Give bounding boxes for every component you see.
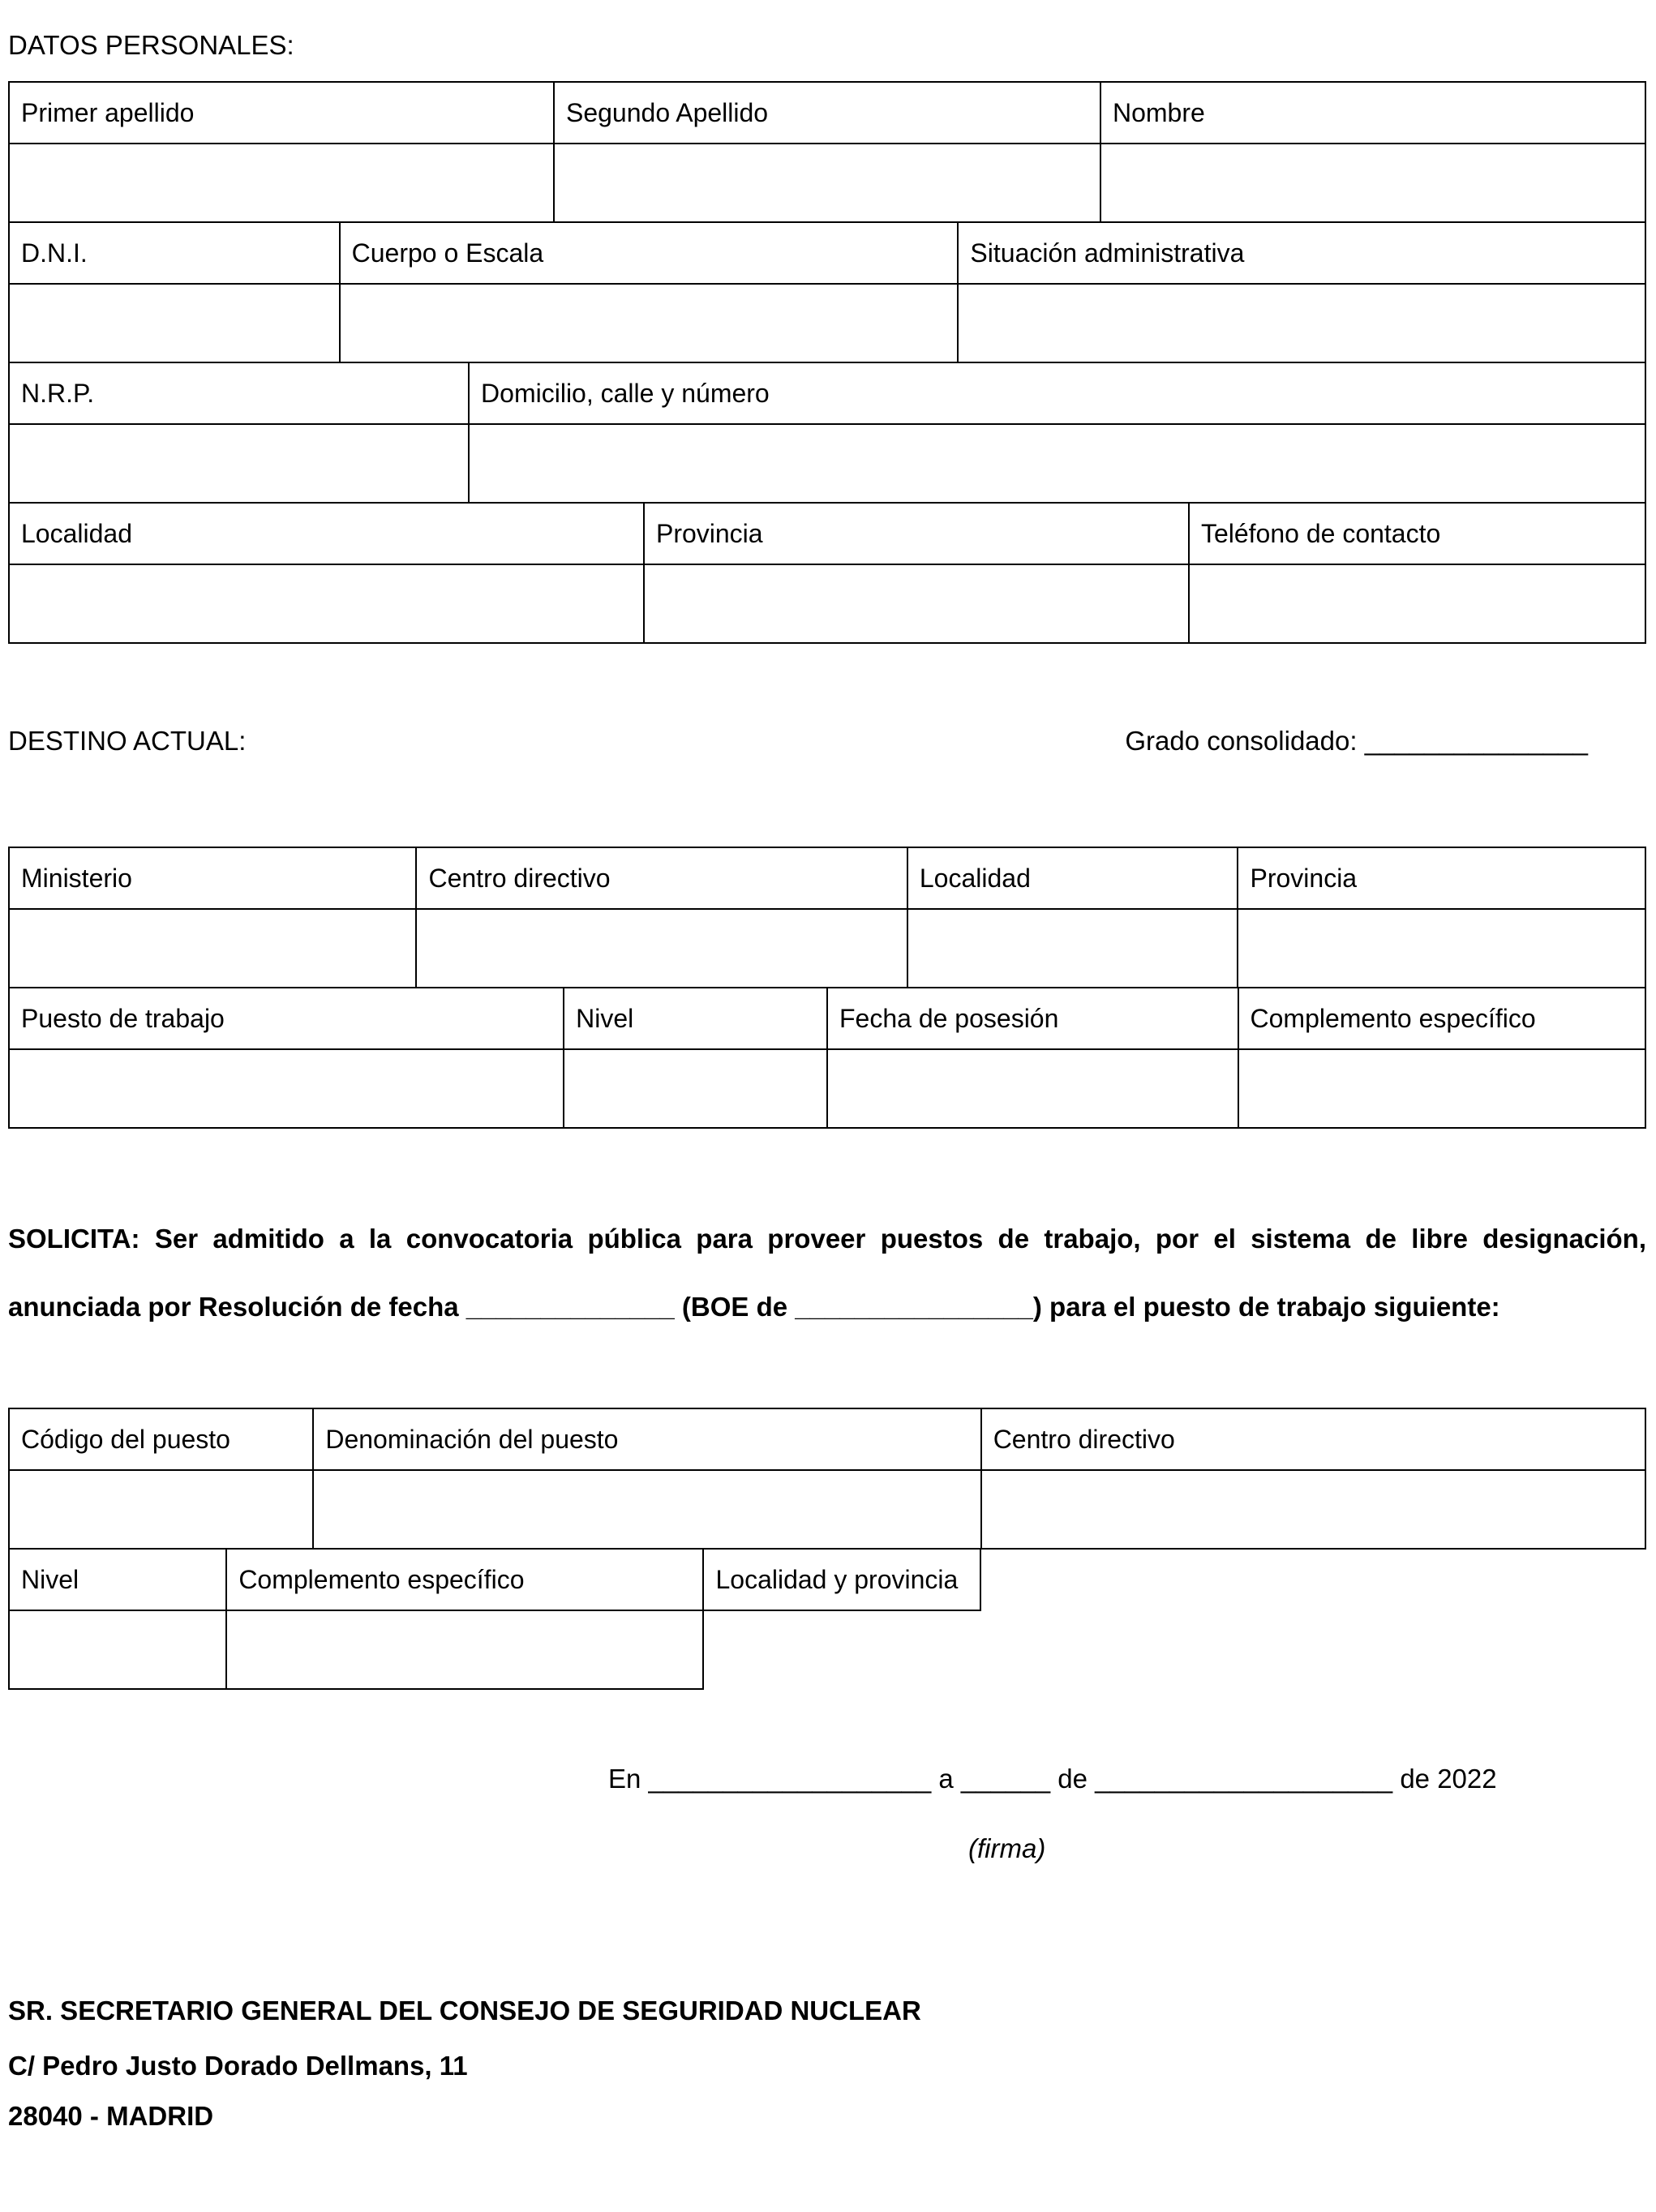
solicita-paragraph: SOLICITA: Ser admitido a la convocatoria pública para proveer puestos de trabajo, por el sistema de libre designación, anunciada por Resolución de fecha ______________ (BOE de ________________) para el puesto de trabajo siguiente:: [8, 1224, 1646, 1322]
destino-puesto-table: [8, 987, 1646, 1129]
date-line: En ___________________ a ______ de ____________________ de 2022: [608, 1764, 1497, 1794]
personal-nrp-table: [8, 362, 1646, 504]
blank-cell-primer-apellido: [9, 144, 554, 222]
firma-label: (firma): [968, 1833, 1046, 1863]
field-label-cuerpo-o-escala: Cuerpo o Escala: [340, 222, 959, 284]
field-label-localidad: Localidad: [9, 503, 644, 564]
puesto-codigo-table: [8, 1408, 1646, 1550]
personal-localidad-table: [8, 502, 1646, 644]
field-label-denominacion-del-puesto: Denominación del puesto: [313, 1408, 980, 1470]
field-label-codigo-del-puesto: Código del puesto: [9, 1408, 313, 1470]
addressee-line: SR. SECRETARIO GENERAL DEL CONSEJO DE SEGURIDAD NUCLEAR: [8, 1996, 921, 2026]
blank-cell-codigo-del-puesto: [9, 1470, 313, 1549]
blank-cell-segundo-apellido: [554, 144, 1100, 222]
field-label-localidad-destino: Localidad: [907, 847, 1238, 909]
datos-personales-table: [8, 81, 1646, 644]
destino-actual-table: [8, 847, 1646, 1129]
field-label-situacion-administrativa: Situación administrativa: [958, 222, 1645, 284]
blank-cell-dni: [9, 284, 340, 362]
puesto-nivel-table: [8, 1548, 981, 1690]
section-title-destino-actual: DESTINO ACTUAL:: [8, 726, 247, 756]
blank-cell-nivel: [564, 1049, 827, 1128]
field-label-complemento-especifico: Complemento específico: [1238, 988, 1646, 1049]
blank-cell-provincia-destino: [1238, 909, 1645, 988]
field-label-provincia: Provincia: [644, 503, 1189, 564]
blank-cell-centro-directivo-puesto: [981, 1470, 1645, 1549]
address-street-line: C/ Pedro Justo Dorado Dellmans, 11: [8, 2051, 468, 2081]
destino-ministerio-table: [8, 847, 1646, 988]
blank-cell-situacion-administrativa: [958, 284, 1645, 362]
blank-cell-nrp: [9, 424, 469, 503]
field-label-nivel-puesto: Nivel: [9, 1549, 226, 1610]
blank-cell-complemento-especifico: [1238, 1049, 1646, 1128]
blank-cell-fecha-de-posesion: [827, 1049, 1238, 1128]
personal-names-table: [8, 81, 1646, 223]
personal-dni-table: [8, 221, 1646, 363]
field-label-centro-directivo-puesto: Centro directivo: [981, 1408, 1645, 1470]
blank-cell-nivel-puesto: [9, 1610, 226, 1689]
field-label-ministerio: Ministerio: [9, 847, 416, 909]
blank-cell-complemento-especifico-puesto: [226, 1610, 703, 1689]
blank-cell-cuerpo-o-escala: [340, 284, 959, 362]
field-label-domicilio: Domicilio, calle y número: [469, 362, 1645, 424]
section-title-datos-personales: DATOS PERSONALES:: [8, 30, 294, 60]
blank-cell-denominacion-del-puesto: [313, 1470, 980, 1549]
blank-cell-localidad-destino: [907, 909, 1238, 988]
destino-actual-row: [8, 725, 1646, 757]
blank-cell-localidad: [9, 564, 644, 643]
blank-cell-telefono-de-contacto: [1189, 564, 1645, 643]
field-label-nivel: Nivel: [564, 988, 827, 1049]
field-label-nrp: N.R.P.: [9, 362, 469, 424]
field-label-puesto-de-trabajo: Puesto de trabajo: [9, 988, 564, 1049]
open-area: [703, 1610, 980, 1689]
field-label-centro-directivo: Centro directivo: [416, 847, 907, 909]
blank-cell-centro-directivo: [416, 909, 907, 988]
puesto-solicitado-table: [8, 1408, 1646, 1690]
field-label-provincia-destino: Provincia: [1238, 847, 1645, 909]
field-label-complemento-especifico-puesto: Complemento específico: [226, 1549, 703, 1610]
field-label-segundo-apellido: Segundo Apellido: [554, 82, 1100, 144]
field-label-localidad-y-provincia: Localidad y provincia: [703, 1549, 980, 1610]
blank-cell-domicilio: [469, 424, 1645, 503]
field-label-primer-apellido: Primer apellido: [9, 82, 554, 144]
field-label-dni: D.N.I.: [9, 222, 340, 284]
blank-cell-nombre: [1100, 144, 1645, 222]
blank-cell-provincia: [644, 564, 1189, 643]
blank-cell-puesto-de-trabajo: [9, 1049, 564, 1128]
grado-consolidado-label: Grado consolidado: _______________: [1125, 726, 1588, 756]
address-city-line: 28040 - MADRID: [8, 2101, 214, 2131]
field-label-fecha-de-posesion: Fecha de posesión: [827, 988, 1238, 1049]
field-label-nombre: Nombre: [1100, 82, 1645, 144]
field-label-telefono-de-contacto: Teléfono de contacto: [1189, 503, 1645, 564]
blank-cell-ministerio: [9, 909, 416, 988]
